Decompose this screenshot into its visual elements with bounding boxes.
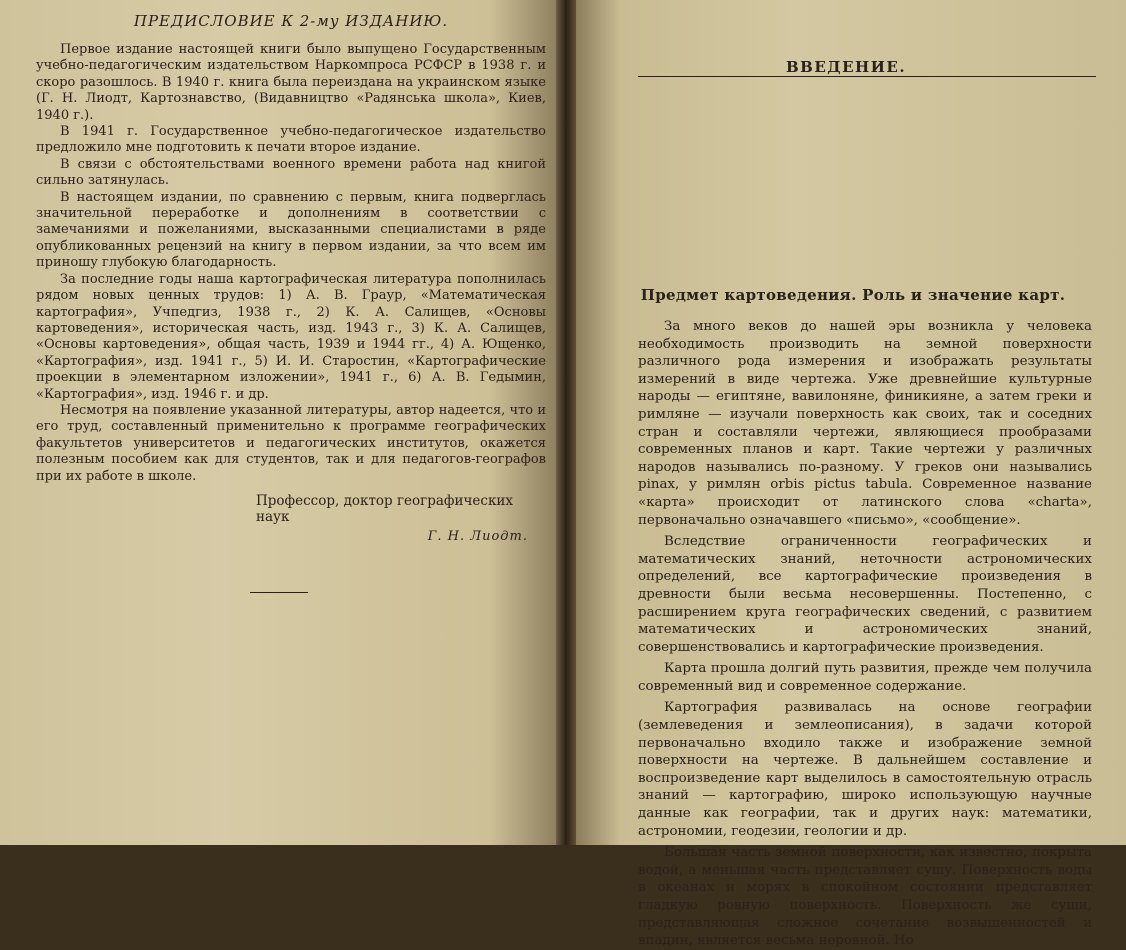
preface-paragraph: За последние годы наша картографическая литература пополнилась рядом новых ценных трудов: 1) А. В. Граур, «Математическая картография», Учпедгиз, 1938 г., 2) К. А. Салищев, «Основы картоведения», историческая часть, изд. 1943 г., 3) К. А. Салищев, «Основы картоведения», общая часть, 1939 и 1944 гг., 4) А. Ющенко, «Картография», изд. 1941 г., 5) И. И. Старостин, «Картографические проекции в элементарном изложении», 1941 г., 6) А. В. Гедымин, «Картография», изд. 1946 г. и др. xyxy=(36,271,546,402)
intro-paragraph: За много веков до нашей эры возникла у человека необходимость производить на земной поверхности различного рода измерения и изображать результаты измерений в виде чертежа. Уже древнейшие культурные народы — египтяне, вавилоняне, финикияне, а затем греки и римляне — изучали поверхность как своих, так и соседних стран и составляли чертежи, являющиеся прообразами современных планов и карт. Такие чертежи у различных народов назывались по-разному. У греков они назывались pinax, у римлян orbis pictus tabula. Современное название «карта» происходит от латинского слова «charta», первоначально означавшего «письмо», «сообщение». xyxy=(638,319,1092,528)
right-page xyxy=(576,0,1126,949)
preface-paragraph: В связи с обстоятельствами военного времени работа над книгой сильно затянулась. xyxy=(36,156,546,189)
section-title: Предмет картоведения. Роль и значение карт. xyxy=(640,286,1066,304)
end-rule xyxy=(250,592,308,593)
author-credentials: Профессор, доктор географических наук xyxy=(256,492,514,525)
left-page xyxy=(0,0,556,845)
preface-paragraph: В настоящем издании, по сравнению с первым, книга подверглась значительной переработке и дополнениям в соответствии с замечаниями и пожеланиями, высказанными специалистами в ряде опубликованных рецензий на книгу в первом издании, за что всем им приношу глубокую благодарность. xyxy=(36,189,546,271)
chapter-rule xyxy=(638,76,1096,77)
running-head: ПРЕДИСЛОВИЕ К 2-му ИЗДАНИЮ. xyxy=(133,12,449,30)
intro-paragraph: Большая часть земной поверхности, как известно, покрыта водой, а меньшая часть представляет сушу. Поверхность воды в океанах и морях в спокойном состоянии представляет гладкую ровную поверхность. Поверхность же суши, представляющая сложное сочетание возвышенностей и впадин, является весьма неровной. Но xyxy=(638,845,1092,949)
chapter-title: ВВЕДЕНИЕ. xyxy=(786,58,907,76)
intro-paragraph: Вследствие ограниченности географических и математических знаний, неточности астрономических определений, все картографические произведения в древности были весьма несовершенны. Постепенно, с расширением круга географических сведений, с развитием математических и астрономических знаний, совершенствовались и картографические произведения. xyxy=(638,534,1092,655)
book-gutter xyxy=(556,0,576,845)
preface-text xyxy=(36,42,546,485)
author-name: Г. Н. Лиодт. xyxy=(427,528,528,544)
preface-paragraph: Несмотря на появление указанной литературы, автор надеется, что и его труд, составленный применительно к программе географических факультетов университетов и педагогических институтов, окажется полезным пособием как для студентов, так и для педагогов-географов при их работе в школе. xyxy=(36,402,546,484)
introduction-text xyxy=(638,318,1092,950)
preface-paragraph: В 1941 г. Государственное учебно-педагогическое издательство предложило мне подготовить к печати второе издание. xyxy=(36,124,546,156)
intro-paragraph: Картография развивалась на основе географии (землеведения и землеописания), в задачи которой первоначально входило также и изображение земной поверхности на чертеже. В дальнейшем составление и воспроизведение карт выделилось в самостоятельную отрасль знаний — картографию, широко использующую научные данные как географии, так и других наук: математики, астрономии, геодезии, геологии и др. xyxy=(638,700,1092,839)
preface-paragraph: Первое издание настоящей книги было выпущено Государственным учебно-педагогическим издательством Наркомпроса РСФСР в 1938 г. и скоро разошлось. В 1940 г. книга была переиздана на украинском языке (Г. Н. Лиодт, Картознавство, (Видавництво «Радянська школа», Киев, 1940 г.). xyxy=(36,42,546,123)
intro-paragraph: Карта прошла долгий путь развития, прежде чем получила современный вид и современное содержание. xyxy=(638,661,1092,694)
